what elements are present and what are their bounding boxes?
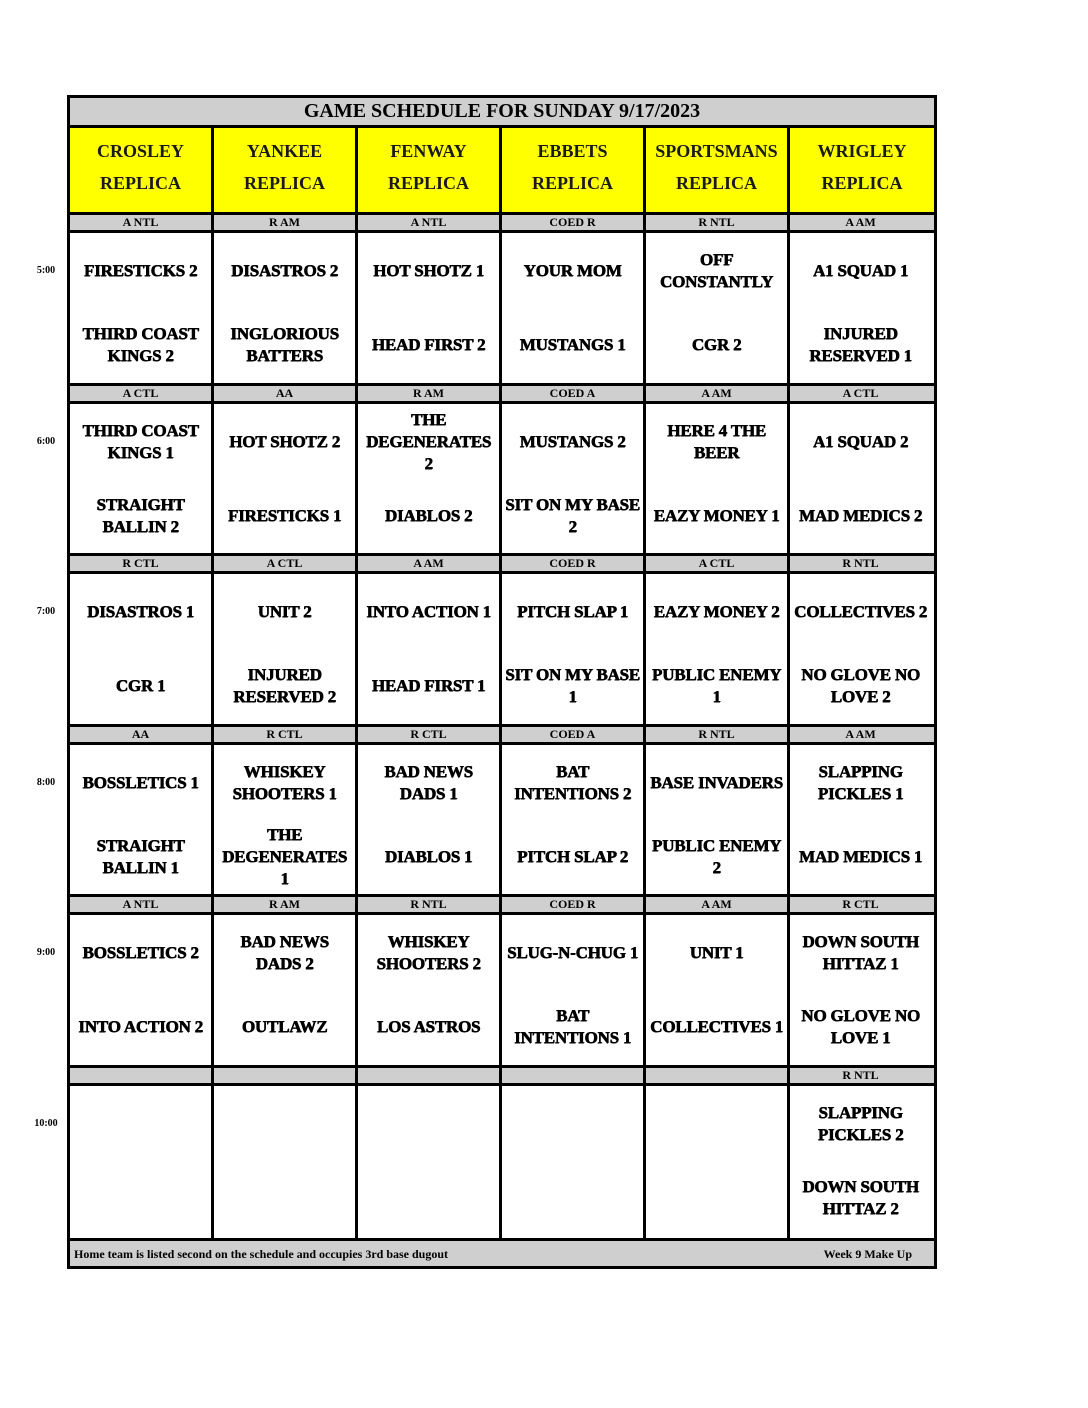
away-team: BASE INVADERS bbox=[650, 772, 783, 792]
home-team bbox=[72, 1168, 209, 1228]
division-label bbox=[358, 1068, 499, 1083]
away-team: COLLECTIVES 2 bbox=[794, 602, 927, 621]
home-team: PUBLIC ENEMY 1 bbox=[651, 665, 782, 706]
away-team: BAT INTENTIONS 2 bbox=[513, 761, 632, 803]
field-name: YANKEE bbox=[246, 141, 323, 161]
away-team: THE DEGENERATES 2 bbox=[365, 409, 492, 473]
column-divider bbox=[211, 128, 214, 1238]
column-divider bbox=[499, 128, 502, 1238]
field-subtitle: REPLICA bbox=[675, 173, 757, 193]
home-team bbox=[216, 1168, 353, 1228]
schedule-footer bbox=[70, 1238, 934, 1266]
field-header bbox=[70, 128, 211, 215]
field-name: FENWAY bbox=[390, 141, 467, 161]
field-name: SPORTSMANS bbox=[655, 141, 778, 161]
division-label: R CTL bbox=[842, 897, 879, 911]
field-subtitle: REPLICA bbox=[387, 173, 469, 193]
time-label: 9:00 bbox=[36, 947, 56, 958]
home-team: DIABLOS 2 bbox=[384, 505, 473, 525]
home-team: STRAIGHT BALLIN 1 bbox=[96, 835, 185, 877]
footer-note: Home team is listed second on the schedule and occupies 3rd base dugout bbox=[74, 1247, 449, 1261]
home-team: INJURED RESERVED 2 bbox=[233, 665, 336, 706]
division-label bbox=[214, 1068, 355, 1083]
field-name: WRIGLEY bbox=[817, 141, 907, 161]
division-label: R AM bbox=[269, 897, 300, 911]
home-team: PUBLIC ENEMY 2 bbox=[651, 835, 782, 877]
division-label: A AM bbox=[845, 215, 876, 229]
time-label: 8:00 bbox=[36, 776, 56, 788]
division-label: A AM bbox=[701, 897, 732, 911]
away-team: UNIT 1 bbox=[689, 943, 744, 962]
home-team: MAD MEDICS 1 bbox=[798, 846, 923, 866]
home-team bbox=[648, 1168, 785, 1228]
home-team: STRAIGHT BALLIN 2 bbox=[96, 494, 185, 536]
division-label: AA bbox=[275, 385, 294, 400]
home-team: THE DEGENERATES 1 bbox=[221, 824, 348, 888]
column-divider bbox=[643, 128, 646, 1238]
time-label: 10:00 bbox=[34, 1117, 58, 1129]
field-name: CROSLEY bbox=[96, 141, 185, 161]
away-team: BOSSLETICS 1 bbox=[82, 772, 199, 792]
home-team: INJURED RESERVED 1 bbox=[809, 324, 912, 365]
division-label: R CTL bbox=[266, 726, 303, 741]
division-label: A CTL bbox=[842, 385, 879, 400]
home-team: COLLECTIVES 1 bbox=[650, 1017, 783, 1036]
away-team: THIRD COAST KINGS 1 bbox=[82, 420, 199, 462]
away-team: OFF CONSTANTLY bbox=[659, 250, 774, 291]
time-label: 6:00 bbox=[36, 435, 56, 447]
field-header bbox=[358, 128, 499, 215]
footer-week: Week 9 Make Up bbox=[823, 1247, 912, 1261]
home-team: BAT INTENTIONS 1 bbox=[513, 1006, 632, 1047]
division-label: A CTL bbox=[698, 556, 735, 570]
away-team: DISASTROS 2 bbox=[231, 261, 338, 280]
division-row bbox=[70, 894, 934, 915]
away-team: HOT SHOTZ 1 bbox=[373, 261, 484, 280]
home-team: SIT ON MY BASE 1 bbox=[505, 665, 640, 706]
division-row bbox=[70, 724, 934, 745]
home-team: CGR 2 bbox=[691, 335, 742, 354]
away-team: FIRESTICKS 2 bbox=[83, 261, 198, 280]
away-team bbox=[216, 1094, 353, 1154]
away-team: DOWN SOUTH HITTAZ 1 bbox=[802, 932, 919, 973]
home-team bbox=[504, 1168, 641, 1228]
away-team: BOSSLETICS 2 bbox=[82, 943, 199, 962]
away-team: HERE 4 THE BEER bbox=[667, 420, 766, 462]
home-team: DIABLOS 1 bbox=[384, 846, 473, 866]
schedule-title: GAME SCHEDULE FOR SUNDAY 9/17/2023 bbox=[70, 98, 934, 128]
away-team: BAD NEWS DADS 1 bbox=[384, 761, 473, 803]
home-team: OUTLAWZ bbox=[241, 1017, 328, 1036]
away-team: A1 SQUAD 1 bbox=[812, 261, 909, 280]
away-team: A1 SQUAD 2 bbox=[812, 431, 909, 451]
division-label: A NTL bbox=[410, 215, 447, 229]
away-team: YOUR MOM bbox=[523, 261, 622, 280]
division-label: A NTL bbox=[122, 215, 159, 229]
division-label: R AM bbox=[413, 385, 444, 400]
division-label: R NTL bbox=[410, 897, 447, 911]
division-label: R NTL bbox=[842, 556, 879, 570]
home-team: SIT ON MY BASE 2 bbox=[505, 494, 640, 536]
away-team: WHISKEY SHOOTERS 2 bbox=[376, 932, 481, 973]
division-row bbox=[70, 1065, 934, 1086]
schedule-table bbox=[67, 95, 937, 1269]
time-label: 7:00 bbox=[36, 606, 56, 617]
division-label: A AM bbox=[845, 726, 876, 741]
away-team bbox=[504, 1094, 641, 1154]
away-team: HOT SHOTZ 2 bbox=[229, 431, 340, 451]
column-divider bbox=[355, 128, 358, 1238]
division-label: COED A bbox=[549, 385, 596, 400]
division-label: A AM bbox=[413, 556, 444, 570]
home-team: NO GLOVE NO LOVE 2 bbox=[801, 665, 920, 706]
field-header bbox=[646, 128, 787, 215]
home-team: MAD MEDICS 2 bbox=[798, 505, 923, 525]
home-team: DOWN SOUTH HITTAZ 2 bbox=[802, 1176, 919, 1218]
home-team: MUSTANGS 1 bbox=[519, 335, 626, 354]
field-header bbox=[790, 128, 934, 215]
home-team: EAZY MONEY 1 bbox=[653, 505, 780, 525]
home-team: HEAD FIRST 2 bbox=[371, 335, 486, 354]
home-team bbox=[360, 1168, 497, 1228]
division-label: A AM bbox=[701, 385, 732, 400]
home-team: FIRESTICKS 1 bbox=[227, 505, 342, 525]
away-team bbox=[648, 1094, 785, 1154]
away-team: WHISKEY SHOOTERS 1 bbox=[232, 761, 337, 803]
home-team: INTO ACTION 2 bbox=[78, 1017, 203, 1036]
home-team: NO GLOVE NO LOVE 1 bbox=[801, 1006, 920, 1047]
away-team: MUSTANGS 2 bbox=[519, 431, 626, 451]
division-label: COED R bbox=[549, 215, 596, 229]
division-row bbox=[70, 215, 934, 233]
division-row bbox=[70, 383, 934, 404]
division-label: R NTL bbox=[842, 1067, 879, 1082]
division-row bbox=[70, 553, 934, 574]
division-label: R NTL bbox=[698, 726, 735, 741]
away-team: SLAPPING PICKLES 1 bbox=[817, 761, 904, 803]
division-label: COED A bbox=[549, 726, 596, 741]
field-header bbox=[502, 128, 643, 215]
home-team: THIRD COAST KINGS 2 bbox=[82, 324, 199, 365]
away-team: SLUG-N-CHUG 1 bbox=[506, 943, 639, 962]
home-team: PITCH SLAP 2 bbox=[517, 846, 628, 866]
division-label: COED R bbox=[549, 897, 596, 911]
away-team bbox=[360, 1094, 497, 1154]
home-team: CGR 1 bbox=[115, 676, 166, 695]
home-team: INGLORIOUS BATTERS bbox=[230, 324, 339, 365]
time-label: 5:00 bbox=[36, 265, 56, 276]
away-team: INTO ACTION 1 bbox=[366, 602, 491, 621]
away-team: DISASTROS 1 bbox=[87, 602, 194, 621]
field-subtitle: REPLICA bbox=[531, 173, 613, 193]
division-label: AA bbox=[131, 726, 150, 741]
division-label: R NTL bbox=[698, 215, 735, 229]
division-label bbox=[646, 1068, 787, 1083]
field-header bbox=[214, 128, 355, 215]
away-team bbox=[72, 1094, 209, 1154]
away-team: EAZY MONEY 2 bbox=[653, 602, 780, 621]
field-subtitle: REPLICA bbox=[821, 173, 903, 193]
away-team: BAD NEWS DADS 2 bbox=[240, 932, 329, 973]
away-team: UNIT 2 bbox=[257, 602, 312, 621]
division-label: R CTL bbox=[410, 726, 447, 741]
home-team: HEAD FIRST 1 bbox=[371, 676, 486, 695]
field-subtitle: REPLICA bbox=[243, 173, 325, 193]
home-team: LOS ASTROS bbox=[376, 1017, 481, 1036]
division-label: A NTL bbox=[122, 897, 159, 911]
field-subtitle: REPLICA bbox=[99, 173, 181, 193]
division-label bbox=[502, 1068, 643, 1083]
away-team: SLAPPING PICKLES 2 bbox=[817, 1102, 904, 1144]
column-divider bbox=[787, 128, 790, 1238]
field-name: EBBETS bbox=[537, 141, 608, 161]
division-label bbox=[70, 1068, 211, 1083]
division-label: R CTL bbox=[122, 556, 159, 570]
division-label: COED R bbox=[549, 556, 596, 570]
division-label: A CTL bbox=[266, 556, 303, 570]
away-team: PITCH SLAP 1 bbox=[517, 602, 628, 621]
division-label: R AM bbox=[269, 215, 300, 229]
division-label: A CTL bbox=[122, 385, 159, 400]
